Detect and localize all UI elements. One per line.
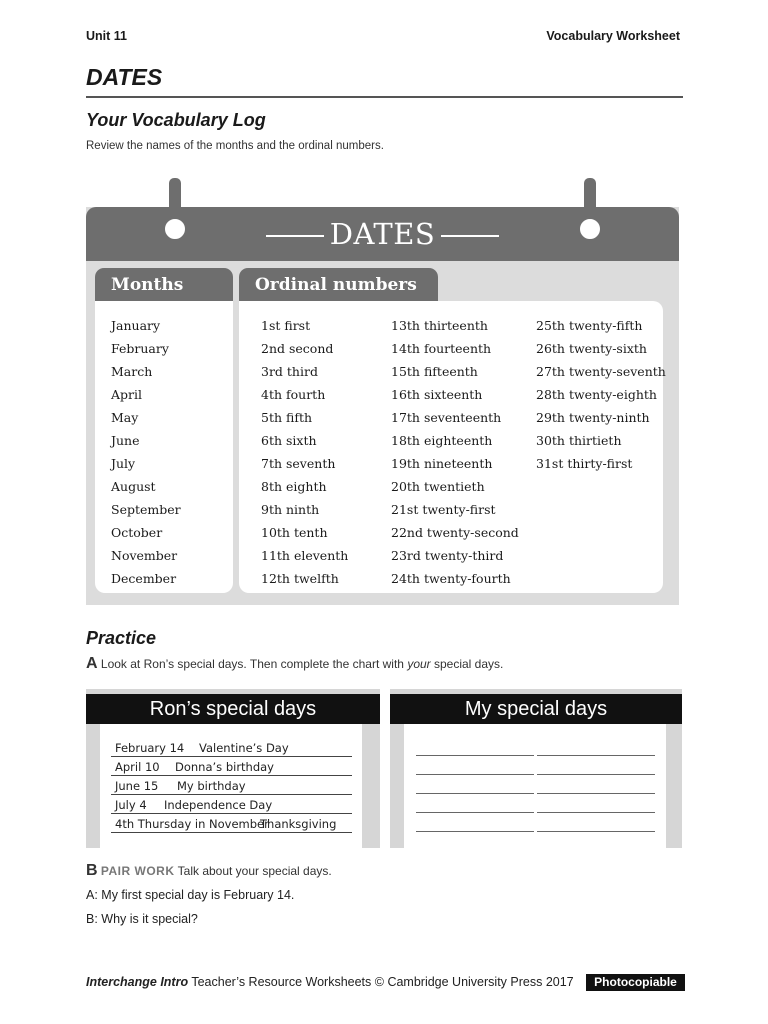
month-item: August <box>111 479 156 494</box>
blank-date-1[interactable] <box>416 755 534 756</box>
months-tab: Months <box>95 268 233 302</box>
special-day-row <box>111 737 352 757</box>
special-day-event: My birthday <box>177 779 246 793</box>
my-box-title: My special days <box>390 694 682 724</box>
blank-event-3[interactable] <box>537 793 655 794</box>
month-item: March <box>111 364 153 379</box>
ordinal-item: 21st twenty-first <box>391 502 496 517</box>
month-item: November <box>111 548 178 563</box>
ordinal-item: 1st first <box>261 318 311 333</box>
blank-event-4[interactable] <box>537 812 655 813</box>
exercise-a-letter: A <box>86 655 98 672</box>
ordinals-tab: Ordinal numbers <box>239 268 438 302</box>
month-item: February <box>111 341 169 356</box>
exercise-a-text-1: Look at Ron’s special days. Then complete the chart with <box>100 657 408 671</box>
exercise-a <box>86 655 503 673</box>
ordinal-item: 23rd twenty-third <box>391 548 504 563</box>
ordinal-item: 10th tenth <box>261 525 328 540</box>
ordinals-list-2 <box>391 314 519 590</box>
ordinal-item: 12th twelfth <box>261 571 339 586</box>
month-item: December <box>111 571 177 586</box>
blank-date-2[interactable] <box>416 774 534 775</box>
blank-date-5[interactable] <box>416 831 534 832</box>
ordinal-item: 13th thirteenth <box>391 318 488 333</box>
rons-box-body <box>100 724 362 848</box>
ordinal-item: 27th twenty-seventh <box>536 364 666 379</box>
exercise-b-letter: B <box>86 862 98 879</box>
special-day-date: June 15 <box>115 779 159 793</box>
title-rule-left <box>266 235 324 237</box>
blank-event-5[interactable] <box>537 831 655 832</box>
blank-date-4[interactable] <box>416 812 534 813</box>
special-day-date: February 14 <box>115 741 185 755</box>
special-day-event: Valentine’s Day <box>199 741 289 755</box>
page-title: DATES <box>86 64 163 90</box>
footer-book-title: Interchange Intro <box>86 975 189 989</box>
ordinal-item: 30th thirtieth <box>536 433 622 448</box>
ordinal-item: 2nd second <box>261 341 334 356</box>
exercise-b <box>86 862 332 880</box>
exercise-a-text-2: special days. <box>430 657 504 671</box>
special-day-date: July 4 <box>115 798 147 812</box>
ordinal-item: 24th twenty-fourth <box>391 571 511 586</box>
ordinal-item: 22nd twenty-second <box>391 525 519 540</box>
month-item: September <box>111 502 181 517</box>
ordinal-item: 16th sixteenth <box>391 387 483 402</box>
ordinal-item: 17th seventeenth <box>391 410 502 425</box>
ordinal-item: 31st thirty-first <box>536 456 633 471</box>
calendar-title <box>86 217 679 251</box>
months-list <box>111 314 181 590</box>
rons-box-title: Ron’s special days <box>86 694 380 724</box>
dialog-line-a: A: My first special day is February 14. <box>86 888 295 902</box>
special-day-row <box>111 794 352 814</box>
ordinal-item: 19th nineteenth <box>391 456 493 471</box>
footer-credit <box>86 975 574 989</box>
ordinal-item: 6th sixth <box>261 433 317 448</box>
vocabulary-log-heading: Your Vocabulary Log <box>86 110 266 130</box>
special-day-date: 4th Thursday in November <box>115 817 269 831</box>
special-day-row <box>111 775 352 795</box>
blank-event-2[interactable] <box>537 774 655 775</box>
special-day-event: Independence Day <box>164 798 273 812</box>
unit-label: Unit 11 <box>86 29 127 43</box>
my-box-body <box>404 724 666 848</box>
ordinal-item: 14th fourteenth <box>391 341 492 356</box>
special-day-row <box>111 756 352 776</box>
ordinal-item: 9th ninth <box>261 502 320 517</box>
month-item: June <box>111 433 140 448</box>
ordinal-item: 25th twenty-fifth <box>536 318 643 333</box>
month-item: October <box>111 525 163 540</box>
month-item: July <box>111 456 136 471</box>
ordinals-list-3 <box>536 314 666 475</box>
dialog-line-b: B: Why is it special? <box>86 912 198 926</box>
ordinal-item: 28th twenty-eighth <box>536 387 657 402</box>
special-day-event: Thanksgiving <box>260 817 337 831</box>
practice-heading: Practice <box>86 628 157 648</box>
calendar-title-text: DATES <box>329 217 436 251</box>
ordinal-item: 8th eighth <box>261 479 327 494</box>
ordinal-item: 7th seventh <box>261 456 336 471</box>
ordinal-item: 11th eleventh <box>261 548 349 563</box>
blank-date-3[interactable] <box>416 793 534 794</box>
title-divider <box>86 96 683 98</box>
month-item: January <box>111 318 161 333</box>
footer-text: Teacher’s Resource Worksheets © Cambridge University Press 2017 <box>188 975 574 989</box>
ordinal-item: 18th eighteenth <box>391 433 493 448</box>
special-day-row <box>111 813 352 833</box>
exercise-b-text: Talk about your special days. <box>177 864 332 878</box>
month-item: April <box>111 387 142 402</box>
exercise-a-emphasis: your <box>407 657 431 671</box>
ordinal-item: 20th twentieth <box>391 479 485 494</box>
ordinal-item: 5th fifth <box>261 410 313 425</box>
pair-work-label: PAIR WORK <box>100 864 175 878</box>
ordinals-list-1 <box>261 314 348 590</box>
special-day-date: April 10 <box>115 760 160 774</box>
ordinal-item: 3rd third <box>261 364 318 379</box>
special-day-event: Donna’s birthday <box>175 760 274 774</box>
blank-event-1[interactable] <box>537 755 655 756</box>
ordinal-item: 29th twenty-ninth <box>536 410 650 425</box>
vocabulary-log-instruction: Review the names of the months and the ordinal numbers. <box>86 140 384 152</box>
ordinal-item: 15th fifteenth <box>391 364 478 379</box>
worksheet-type: Vocabulary Worksheet <box>546 29 680 43</box>
ordinal-item: 26th twenty-sixth <box>536 341 647 356</box>
ordinal-item: 4th fourth <box>261 387 326 402</box>
title-rule-right <box>441 235 499 237</box>
photocopiable-badge: Photocopiable <box>586 974 685 991</box>
rons-rows <box>111 737 352 847</box>
month-item: May <box>111 410 139 425</box>
